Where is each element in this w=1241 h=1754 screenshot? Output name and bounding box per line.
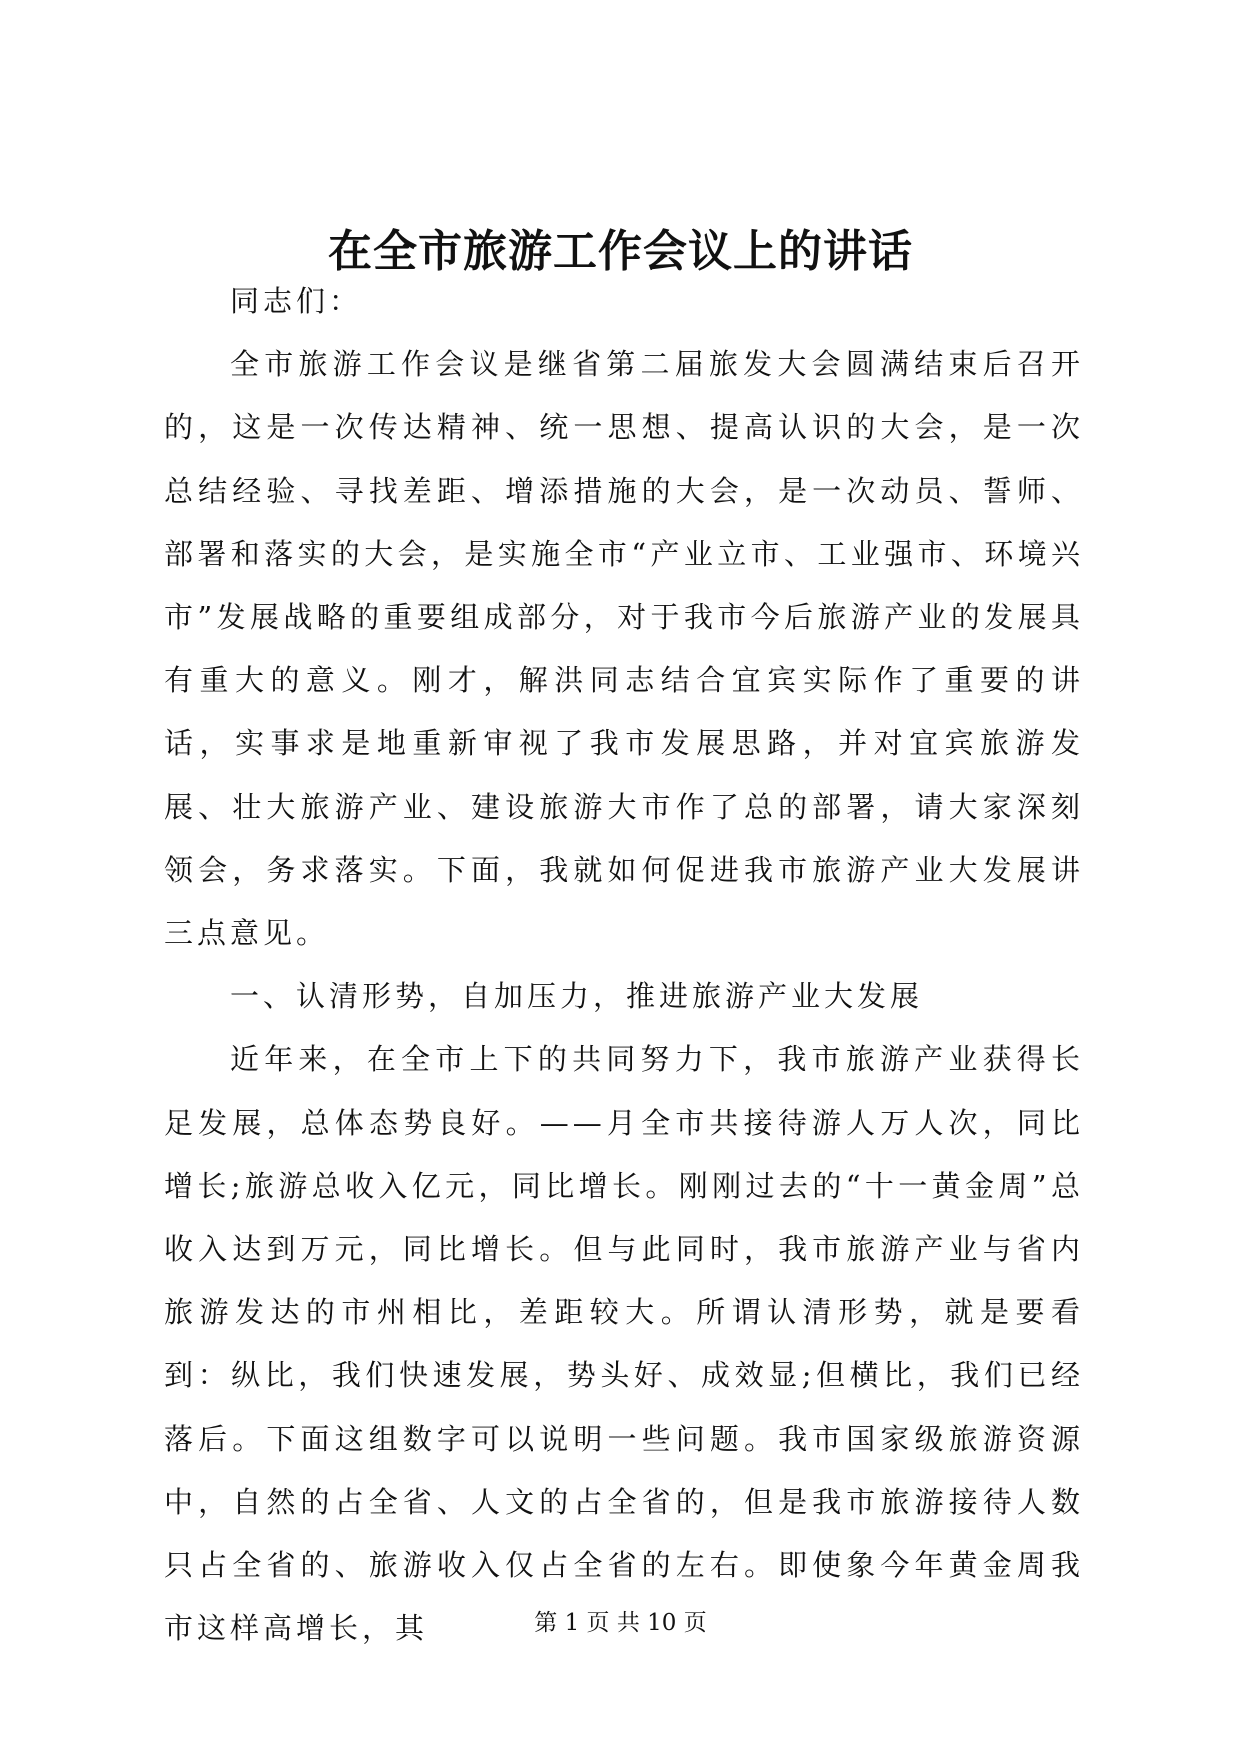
paragraph-section-1: 近年来，在全市上下的共同努力下，我市旅游产业获得长足发展，总体态势良好。——月全市共接待游人万人次，同比增长;旅游总收入亿元，同比增长。刚刚过去的“十一黄金周”总收入达到万元，同比增长。但与此同时，我市旅游产业与省内旅游发达的市州相比，差距较大。所谓认清形势，就是要看到：纵比，我们快速发展，势头好、成效显;但横比，我们已经落后。下面这组数字可以说明一些问题。我市国家级旅游资源中，自然的占全省、人文的占全省的，但是我市旅游接待人数只占全省的、旅游收入仅占全省的左右。即使象今年黄金周我市这样高增长，其 xyxy=(164,1042,1084,1646)
paragraph-salutation: 同志们： xyxy=(230,284,363,318)
section-heading-1: 一、认清形势，自加压力，推进旅游产业大发展 xyxy=(230,979,924,1014)
document-title: 在全市旅游工作会议上的讲话 xyxy=(328,226,913,277)
paragraph-intro: 全市旅游工作会议是继省第二届旅发大会圆满结束后召开的，这是一次传达精神、统一思想、提高认识的大会，是一次总结经验、寻找差距、增添措施的大会，是一次动员、誓师、部署和落实的大会，是实施全市“产业立市、工业强市、环境兴市”发展战略的重要组成部分，对于我市今后旅游产业的发展具有重大的意义。刚才，解洪同志结合宜宾实际作了重要的讲话，实事求是地重新审视了我市发展思路，并对宜宾旅游发展、壮大旅游产业、建设旅游大市作了总的部署，请大家深刻领会，务求落实。下面，我就如何促进我市旅游产业大发展讲三点意见。 xyxy=(164,347,1084,951)
document-body xyxy=(164,270,1084,1660)
page-number-footer: 第 1 页 共 10 页 xyxy=(534,1610,707,1636)
